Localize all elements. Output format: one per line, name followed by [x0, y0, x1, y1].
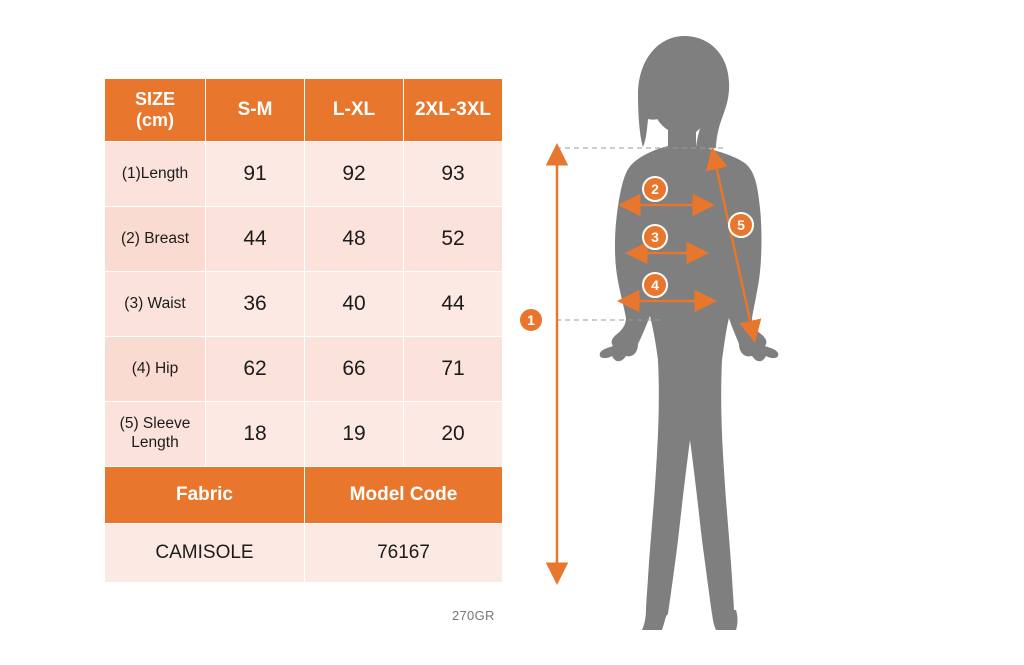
row-label-hip: (4) Hip [105, 337, 206, 402]
footer-value-fabric: CAMISOLE [105, 524, 305, 583]
row-label-sleeve-length: (5) Sleeve Length [105, 402, 206, 467]
cell-waist-2xl-3xl: 44 [404, 272, 503, 337]
cell-length-l-xl: 92 [305, 142, 404, 207]
column-header-l-xl: L-XL [305, 79, 404, 142]
column-header-s-m: S-M [206, 79, 305, 142]
badge-2-breast: 2 [642, 176, 668, 202]
column-header-size [105, 79, 206, 142]
row-label-length: (1)Length [105, 142, 206, 207]
size-header-line1: SIZE [134, 89, 175, 110]
table-footer-header-row [105, 467, 503, 524]
female-silhouette [600, 36, 779, 630]
cell-hip-l-xl: 66 [305, 337, 404, 402]
table-footer-value-row [105, 524, 503, 583]
table-row [105, 142, 503, 207]
cell-length-s-m: 91 [206, 142, 305, 207]
cell-waist-s-m: 36 [206, 272, 305, 337]
column-header-2xl-3xl: 2XL-3XL [404, 79, 503, 142]
badge-3-waist: 3 [642, 224, 668, 250]
table-row [105, 402, 503, 467]
cell-waist-l-xl: 40 [305, 272, 404, 337]
cell-sleeve-s-m: 18 [206, 402, 305, 467]
badge-4-hip: 4 [642, 272, 668, 298]
note-270gr: 270GR [452, 608, 495, 623]
cell-breast-l-xl: 48 [305, 207, 404, 272]
cell-sleeve-2xl-3xl: 20 [404, 402, 503, 467]
table-header-row [105, 79, 503, 142]
cell-sleeve-l-xl: 19 [305, 402, 404, 467]
size-header-line2: (cm) [135, 110, 174, 130]
cell-breast-s-m: 44 [206, 207, 305, 272]
footer-value-model-code: 76167 [305, 524, 503, 583]
table-row [105, 272, 503, 337]
table-row [105, 207, 503, 272]
size-chart-table [104, 78, 503, 583]
footer-header-fabric: Fabric [105, 467, 305, 524]
table-row [105, 337, 503, 402]
cell-hip-s-m: 62 [206, 337, 305, 402]
row-label-waist: (3) Waist [105, 272, 206, 337]
measurement-figure [510, 0, 1024, 665]
cell-length-2xl-3xl: 93 [404, 142, 503, 207]
footer-header-model-code: Model Code [305, 467, 503, 524]
cell-breast-2xl-3xl: 52 [404, 207, 503, 272]
silhouette-svg [510, 0, 1024, 665]
cell-hip-2xl-3xl: 71 [404, 337, 503, 402]
badge-5-sleeve-length: 5 [728, 212, 754, 238]
badge-1-length: 1 [518, 307, 544, 333]
row-label-breast: (2) Breast [105, 207, 206, 272]
